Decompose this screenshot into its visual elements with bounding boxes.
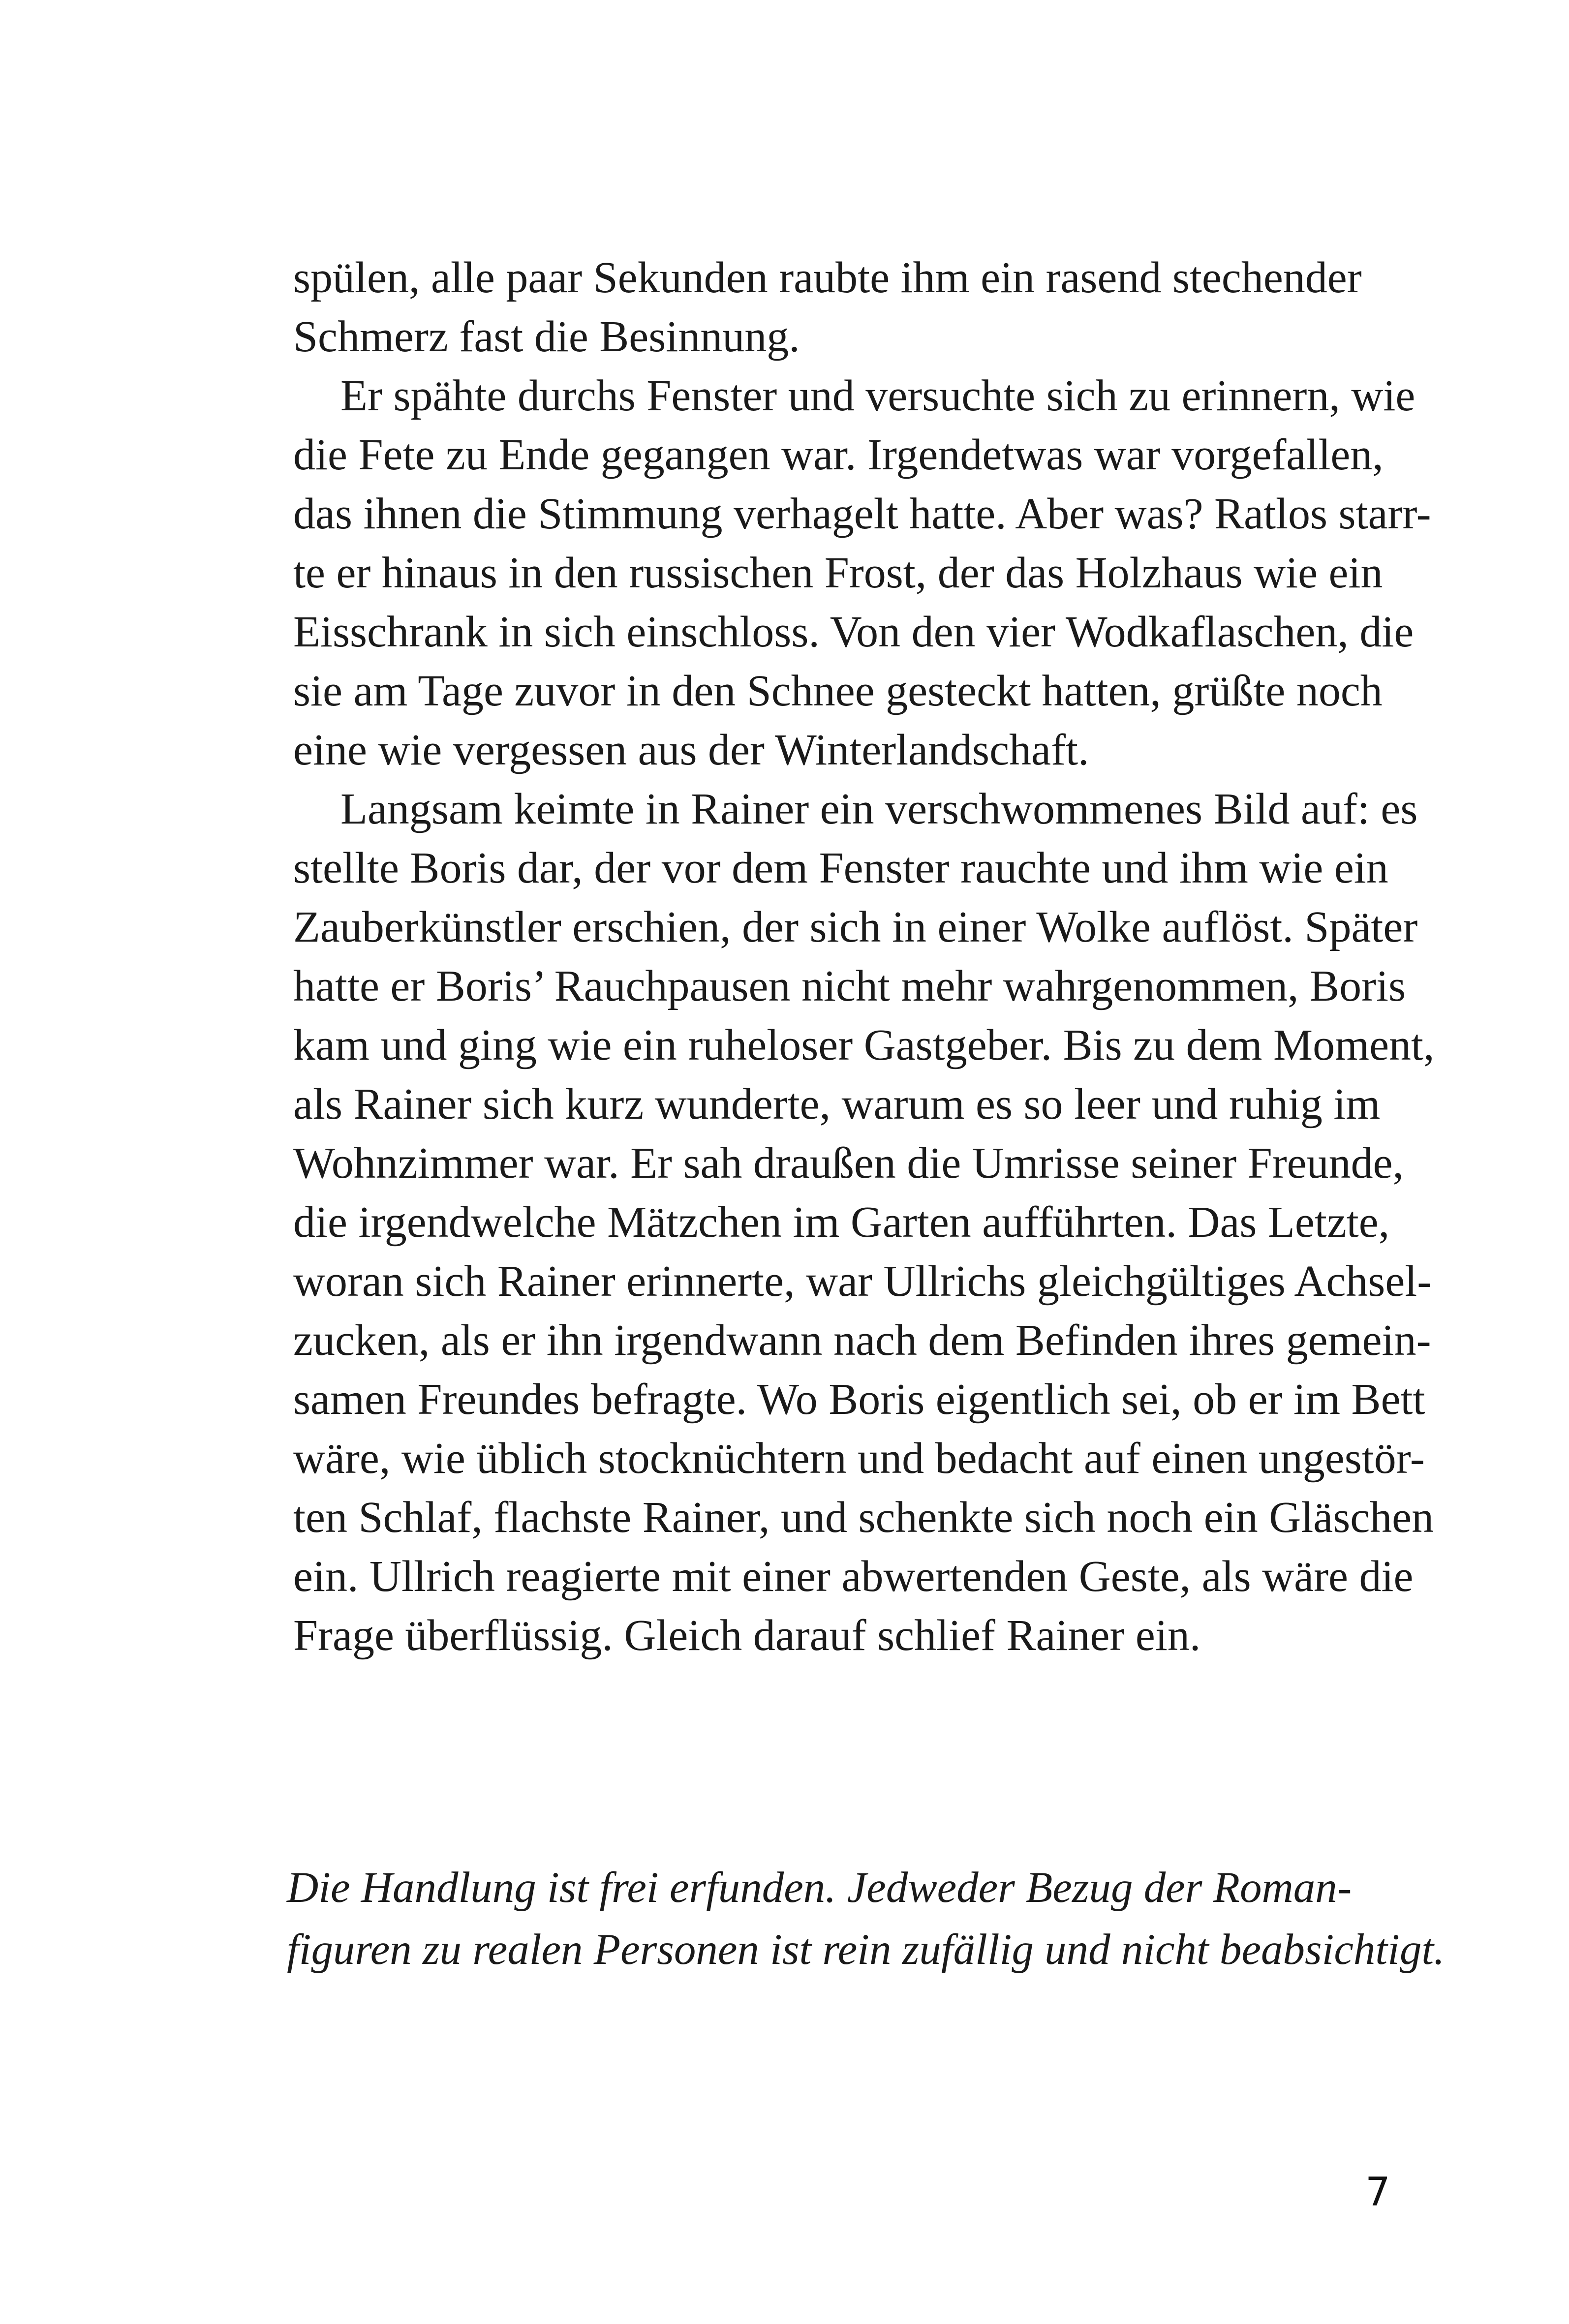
text-line: die Fete zu Ende gegangen war. Irgendetwas war vorgefallen, xyxy=(293,430,1384,479)
page-number: 7 xyxy=(1365,2169,1390,2215)
disclaimer-line: Die Handlung ist frei erfunden. Jedweder Bezug der Roman- xyxy=(287,1864,1352,1912)
text-line: Wohnzimmer war. Er sah draußen die Umrisse seiner Freunde, xyxy=(293,1139,1404,1188)
body-text xyxy=(293,248,1435,1665)
text-line: ein. Ullrich reagierte mit einer abwertenden Geste, als wäre die xyxy=(293,1552,1414,1601)
text-line: sie am Tage zuvor in den Schnee gesteckt hatten, grüßte noch xyxy=(293,667,1383,715)
text-line: eine wie vergessen aus der Winterlandschaft. xyxy=(293,726,1089,774)
text-line: Er spähte durchs Fenster und versuchte sich zu erinnern, wie xyxy=(340,371,1415,420)
text-line: das ihnen die Stimmung verhagelt hatte. Aber was? Ratlos starr- xyxy=(293,489,1431,538)
text-line: woran sich Rainer erinnerte, war Ullrichs gleichgültiges Achsel- xyxy=(293,1257,1432,1306)
text-line: ten Schlaf, flachste Rainer, und schenkte sich noch ein Gläschen xyxy=(293,1493,1434,1542)
disclaimer-line: figuren zu realen Personen ist rein zufällig und nicht beabsichtigt. xyxy=(287,1926,1445,1974)
text-line: wäre, wie üblich stocknüchtern und bedacht auf einen ungestör- xyxy=(293,1434,1425,1483)
text-line: Eisschrank in sich einschloss. Von den vier Wodkaflaschen, die xyxy=(293,608,1414,656)
disclaimer xyxy=(287,1857,1445,1981)
text-line: spülen, alle paar Sekunden raubte ihm ein rasend stechender xyxy=(293,253,1362,302)
text-line: die irgendwelche Mätzchen im Garten aufführten. Das Letzte, xyxy=(293,1198,1390,1247)
text-line: te er hinaus in den russischen Frost, der das Holzhaus wie ein xyxy=(293,549,1383,597)
text-line: Schmerz fast die Besinnung. xyxy=(293,312,800,361)
text-line: stellte Boris dar, der vor dem Fenster rauchte und ihm wie ein xyxy=(293,844,1388,892)
text-line: zucken, als er ihn irgendwann nach dem Befinden ihres gemein- xyxy=(293,1316,1431,1365)
text-line: als Rainer sich kurz wunderte, warum es so leer und ruhig im xyxy=(293,1080,1381,1129)
text-line: hatte er Boris’ Rauchpausen nicht mehr wahrgenommen, Boris xyxy=(293,962,1406,1010)
text-line: samen Freundes befragte. Wo Boris eigentlich sei, ob er im Bett xyxy=(293,1375,1425,1424)
text-line: Frage überflüssig. Gleich darauf schlief Rainer ein. xyxy=(293,1611,1201,1660)
text-line: Zauberkünstler erschien, der sich in einer Wolke auflöst. Später xyxy=(293,903,1418,951)
text-line: Langsam keimte in Rainer ein verschwommenes Bild auf: es xyxy=(340,785,1418,833)
text-line: kam und ging wie ein ruheloser Gastgeber. Bis zu dem Moment, xyxy=(293,1021,1435,1070)
